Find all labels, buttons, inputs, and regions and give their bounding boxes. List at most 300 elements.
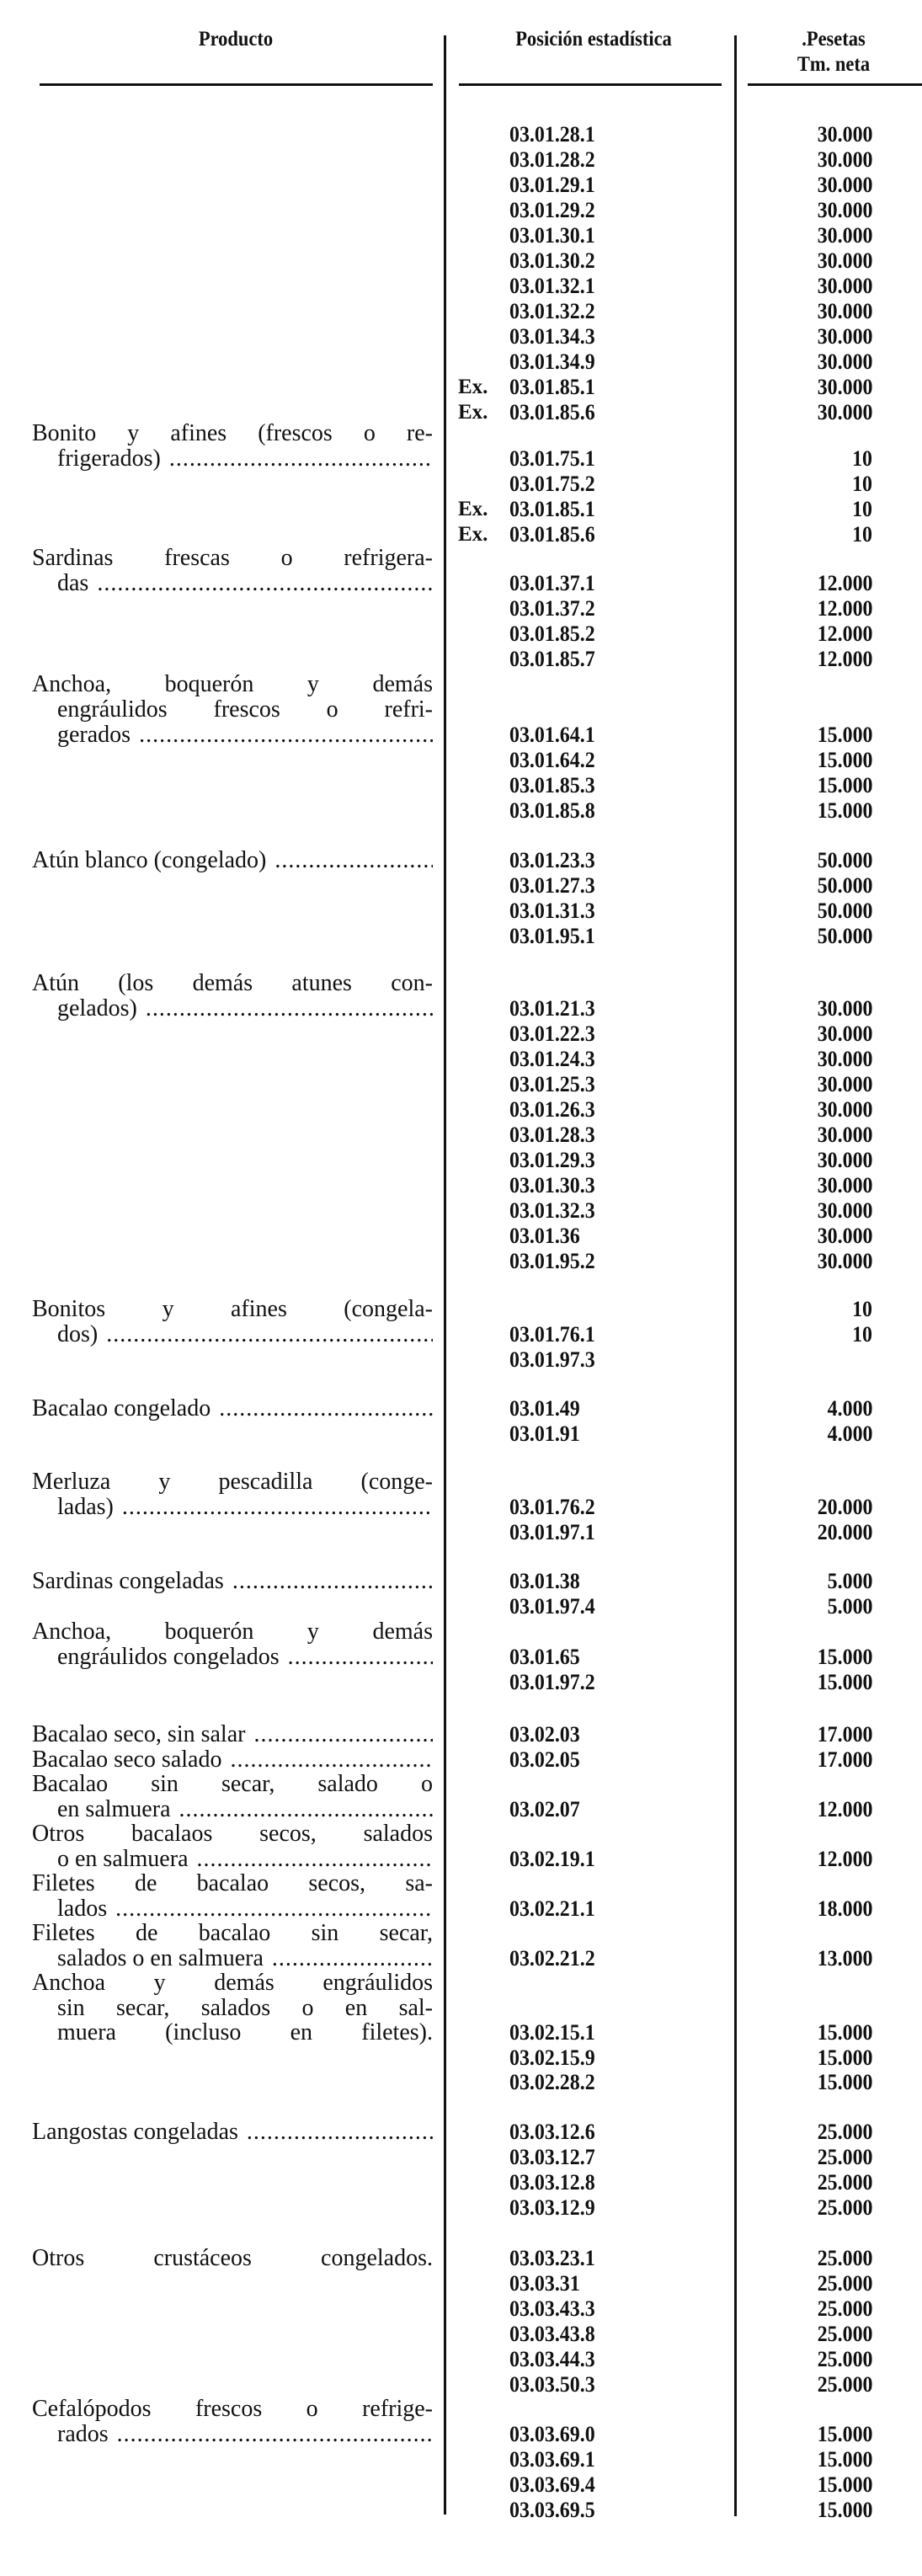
product-cell [57,1322,433,1347]
product-cell [32,1821,433,1847]
pesetas-value: 15.000 [817,798,872,823]
table-row [0,1722,922,1747]
table-row [0,472,922,497]
product-label: Atún blanco (congelado) [32,848,267,873]
header-producto: Producto [198,28,274,51]
statistical-position: 03.02.21.2 [509,1945,595,1971]
dot-leader [247,2120,433,2145]
statistical-position: 03.02.07 [509,1796,580,1821]
statistical-position: 03.03.43.3 [509,2296,595,2321]
product-group [0,971,922,1274]
product-label: dos) [57,1322,99,1347]
pesetas-value: 25.000 [817,2347,872,2371]
dot-leader [274,848,433,873]
statistical-position: 03.01.91 [509,1421,580,1446]
table-row [0,1021,922,1047]
product-cell [32,672,433,697]
table-row [0,1495,922,1520]
product-label: Anchoa y demás engráulidos [32,1971,433,1996]
table-row [0,1569,922,1594]
table-row [0,1198,922,1224]
product-group [0,2246,922,2397]
product-label: Anchoa, boquerón y demás [32,1619,433,1645]
dot-leader [232,1569,433,1594]
statistical-position: 03.02.05 [509,1747,580,1772]
pesetas-value: 15.000 [817,2045,872,2070]
pesetas-value: 30.000 [817,324,872,349]
product-label: sin secar, salados o en sal- [57,1995,433,2021]
table-row [0,446,922,472]
pesetas-value: 10 [852,446,872,471]
product-label: engráulidos frescos o refri- [57,697,433,723]
product-label: Otros crustáceos congelados. [32,2246,433,2271]
statistical-position: 03.01.75.2 [509,472,595,496]
product-label: Otros bacalaos secos, salados [32,1821,433,1847]
product-group [0,1569,922,1619]
product-label: Bonitos y afines (congela- [32,1297,433,1322]
table-row [0,1297,922,1322]
statistical-position: 03.01.26.3 [509,1097,595,1122]
table-row [0,924,922,949]
table-row [0,571,922,596]
pesetas-value: 12.000 [817,621,872,646]
statistical-position: 03.01.36 [509,1224,580,1248]
header-rule-producto [40,83,433,86]
statistical-position: 03.01.76.2 [509,1495,595,1519]
product-label: muera (incluso en filetes). [57,2020,433,2045]
table-row [0,773,922,798]
product-cell [57,1495,433,1520]
pesetas-value: 30.000 [817,996,872,1021]
table-row [0,299,922,324]
pesetas-value: 10 [852,522,872,547]
statistical-position: 03.01.29.2 [509,198,595,222]
table-row [0,1747,922,1773]
product-group [0,1722,922,2095]
table-row [0,1322,922,1347]
statistical-position: 03.01.30.1 [509,223,595,248]
table-row [0,1971,922,1996]
table-row [0,147,922,173]
pesetas-value: 12.000 [817,596,872,621]
product-label: Bacalao congelado [32,1396,211,1421]
table-row [0,497,922,522]
statistical-position: 03.03.50.3 [509,2372,595,2397]
statistical-position: 03.01.30.3 [509,1173,595,1197]
table-row [0,1996,922,2021]
table-row [0,971,922,996]
table-row [0,173,922,198]
statistical-position: 03.01.97.4 [509,1594,595,1619]
pesetas-value: 15.000 [817,723,872,747]
product-cell [32,421,433,446]
pesetas-value: 25.000 [817,2296,872,2321]
statistical-position: 03.01.29.3 [509,1148,595,1172]
table-row [0,1772,922,1797]
statistical-position: 03.03.12.8 [509,2170,595,2195]
product-label: Bacalao sin secar, salado o [32,1772,433,1797]
pesetas-value: 30.000 [817,1072,872,1096]
pesetas-value: 30.000 [817,1198,872,1223]
table-row [0,848,922,873]
table-row [0,1347,922,1373]
statistical-position: 03.01.22.3 [509,1021,595,1046]
pesetas-value: 50.000 [817,848,872,872]
product-cell [32,1469,433,1495]
product-cell [32,1569,433,1594]
product-label: engráulidos congelados [57,1645,280,1670]
product-label: ladas) [57,1495,114,1520]
statistical-position: 03.01.85.7 [509,647,595,671]
pesetas-value: 30.000 [817,375,872,399]
table-row [0,1645,922,1670]
table-row [0,723,922,748]
statistical-position: 03.03.69.0 [509,2422,595,2446]
statistical-position: 03.01.95.1 [509,924,595,948]
dot-leader [197,1847,434,1872]
table-row [0,647,922,672]
statistical-position: 03.01.85.1 [509,497,595,521]
pesetas-value: 13.000 [817,1945,872,1971]
pesetas-value: 30.000 [817,1249,872,1273]
statistical-position: 03.01.28.3 [509,1123,595,1147]
table-row [0,2472,922,2498]
product-label: gelados) [57,996,137,1021]
product-cell [32,1971,433,1996]
table-row [0,2070,922,2095]
pesetas-value: 12.000 [817,1796,872,1821]
pesetas-value: 30.000 [817,1123,872,1147]
product-cell [32,546,433,571]
pesetas-value: 25.000 [817,2246,872,2270]
product-label: lados [57,1896,108,1922]
dot-leader [115,1896,433,1922]
pesetas-value: 12.000 [817,647,872,671]
table-row [0,748,922,773]
statistical-position: 03.01.85.6 [509,400,595,424]
statistical-position: 03.03.43.8 [509,2322,595,2346]
table-row [0,1821,922,1847]
dot-leader [288,1645,433,1670]
header-pesetas: .Pesetas [802,28,866,51]
statistical-position: 03.03.12.9 [509,2195,595,2220]
table-row [0,1797,922,1822]
table-row [0,2195,922,2221]
pesetas-value: 5.000 [827,1594,872,1619]
table-row [0,1097,922,1123]
table-row [0,697,922,723]
table-row [0,1123,922,1148]
product-group [0,2120,922,2221]
product-label: Sardinas congeladas [32,1569,224,1594]
pesetas-value: 25.000 [817,2170,872,2195]
pesetas-value: 25.000 [817,2195,872,2220]
statistical-position: 03.03.69.5 [509,2498,595,2522]
product-group [0,1619,922,1695]
pesetas-value: 25.000 [817,2145,872,2169]
statistical-position: 03.01.85.8 [509,798,595,823]
pesetas-value: 4.000 [827,1396,872,1421]
dot-leader [146,996,433,1021]
statistical-position: 03.01.27.3 [509,873,595,898]
table-row [0,122,922,147]
product-cell [32,2397,433,2422]
statistical-position: 03.01.97.1 [509,1520,595,1544]
statistical-position: 03.02.03 [509,1722,580,1747]
statistical-position: 03.03.31 [509,2271,580,2296]
pesetas-value: 30.000 [817,1047,872,1071]
table-row [0,2498,922,2523]
table-row [0,223,922,248]
statistical-position: 03.01.85.2 [509,621,595,646]
dot-leader [179,1797,434,1822]
pesetas-value: 30.000 [817,299,872,323]
ex-prefix: Ex. [458,523,488,546]
pesetas-value: 30.000 [817,349,872,374]
table-row [0,899,922,924]
statistical-position: 03.01.34.9 [509,349,595,374]
pesetas-value: 30.000 [817,1173,872,1197]
pesetas-value: 30.000 [817,1148,872,1172]
statistical-position: 03.02.28.2 [509,2070,595,2094]
statistical-position: 03.03.12.7 [509,2145,595,2169]
ex-prefix: Ex. [458,376,488,398]
product-cell [57,446,433,472]
table-row [0,1896,922,1922]
pesetas-value: 25.000 [817,2322,872,2346]
table-row [0,1594,922,1619]
product-group [0,421,922,547]
table-row [0,2397,922,2422]
table-row [0,1619,922,1645]
statistical-position: 03.03.69.1 [509,2447,595,2472]
table-row [0,546,922,571]
statistical-position: 03.02.19.1 [509,1846,595,1871]
pesetas-value: 30.000 [817,1097,872,1122]
pesetas-value: 30.000 [817,248,872,273]
product-cell [57,571,433,596]
pesetas-value: 15.000 [817,2447,872,2472]
table-row [0,1946,922,1971]
table-row [0,421,922,446]
product-label: Bacalao seco, sin salar [32,1722,246,1747]
statistical-position: 03.02.15.9 [509,2045,595,2070]
product-label: Sardinas frescas o refrigera- [32,546,433,571]
pesetas-value: 30.000 [817,147,872,172]
table-row [0,324,922,349]
table-row [0,2246,922,2271]
statistical-position: 03.01.32.3 [509,1198,595,1223]
table-row [0,2045,922,2071]
statistical-position: 03.01.37.2 [509,596,595,621]
product-group [0,546,922,672]
product-cell [57,697,433,723]
table-row [0,2322,922,2347]
table-row [0,1421,922,1447]
product-cell [32,1619,433,1645]
product-label: Merluza y pescadilla (conge- [32,1469,433,1495]
statistical-position: 03.01.64.1 [509,723,595,747]
pesetas-value: 15.000 [817,748,872,772]
statistical-position: 03.01.24.3 [509,1047,595,1071]
pesetas-value: 25.000 [817,2271,872,2296]
table-row [0,198,922,223]
pesetas-value: 15.000 [817,2020,872,2045]
ex-prefix: Ex. [458,401,488,424]
table-row [0,798,922,824]
product-cell [57,1645,433,1670]
product-cell [32,1722,433,1747]
pesetas-value: 15.000 [817,1670,872,1694]
product-group [0,1297,922,1373]
product-cell [57,2422,433,2447]
product-label: Anchoa, boquerón y demás [32,672,433,697]
product-label: Cefalópodos frescos o refrige- [32,2397,433,2422]
statistical-position: 03.02.15.1 [509,2020,595,2045]
product-label: Filetes de bacalao secos, sa- [32,1871,433,1896]
dot-leader [139,723,433,748]
product-cell [57,1847,433,1872]
table-row [0,996,922,1021]
table-row [0,2296,922,2322]
product-cell [32,1772,433,1797]
pesetas-value: 15.000 [817,2498,872,2522]
pesetas-value: 12.000 [817,571,872,595]
table-row [0,1921,922,1946]
pesetas-value: 50.000 [817,899,872,923]
product-label: Bacalao seco salado [32,1747,222,1773]
pesetas-value: 5.000 [827,1569,872,1593]
product-cell [57,996,433,1021]
statistical-position: 03.01.21.3 [509,996,595,1021]
statistical-position: 03.03.69.4 [509,2472,595,2497]
product-label: salados o en salmuera [57,1945,264,1971]
pesetas-value: 50.000 [817,873,872,898]
statistical-position: 03.01.23.3 [509,848,595,872]
table-row [0,1520,922,1545]
dot-leader [169,446,433,472]
dot-leader [272,1946,433,1971]
table-row [0,1670,922,1695]
product-label: das [57,571,89,596]
header-rule-posicion [459,83,722,86]
product-label: o en salmuera [57,1846,189,1872]
pesetas-value: 25.000 [817,2120,872,2144]
product-label: frigerados) [57,446,161,472]
header-tm-neta: Tm. neta [797,53,871,76]
statistical-position: 03.01.28.1 [509,122,595,147]
statistical-position: 03.01.85.3 [509,773,595,797]
product-cell [32,2120,433,2145]
statistical-position: 03.01.32.2 [509,299,595,323]
pesetas-value: 30.000 [817,173,872,197]
table-row [0,1847,922,1872]
statistical-position: 03.01.37.1 [509,571,595,595]
table-row [0,1224,922,1249]
table-row [0,274,922,299]
table-row [0,1249,922,1274]
product-group [0,672,922,824]
pesetas-value: 17.000 [817,1747,872,1772]
table-row [0,1148,922,1173]
statistical-position: 03.01.34.3 [509,324,595,349]
product-label: Atún (los demás atunes con- [32,971,433,996]
table-row [0,2145,922,2170]
pesetas-value: 18.000 [817,1896,872,1921]
pesetas-value: 20.000 [817,1520,872,1544]
statistical-position: 03.02.21.1 [509,1896,595,1921]
pesetas-value: 30.000 [817,1021,872,1046]
statistical-position: 03.01.31.3 [509,899,595,923]
table-row [0,2422,922,2447]
product-group [0,1469,922,1545]
dot-leader [253,1722,433,1747]
product-label: en salmuera [57,1796,171,1822]
table-row [0,1396,922,1421]
table-row [0,375,922,400]
statistical-position: 03.01.75.1 [509,446,595,471]
statistical-position: 03.01.65 [509,1645,580,1669]
statistical-position: 03.01.95.2 [509,1249,595,1273]
product-group [0,122,922,425]
product-cell [32,1871,433,1896]
product-label: Langostas congeladas [32,2120,238,2145]
header-posicion-estadistica: Posición estadística [515,28,672,51]
pesetas-value: 10 [852,497,872,521]
statistical-position: 03.01.97.3 [509,1347,595,1372]
dot-leader [219,1396,433,1421]
table-row [0,2271,922,2296]
pesetas-value: 30.000 [817,400,872,424]
pesetas-value: 10 [852,1297,872,1321]
pesetas-value: 15.000 [817,2422,872,2446]
pesetas-value: 4.000 [827,1421,872,1446]
table-row [0,1072,922,1097]
table-row [0,1871,922,1896]
statistical-position: 03.01.85.6 [509,522,595,547]
header-rule-pesetas [748,83,922,86]
table-row [0,349,922,375]
statistical-position: 03.01.64.2 [509,748,595,772]
pesetas-value: 30.000 [817,122,872,147]
product-cell [32,1747,433,1773]
statistical-position: 03.01.25.3 [509,1072,595,1096]
statistical-position: 03.01.85.1 [509,375,595,399]
dot-leader [230,1747,433,1773]
statistical-position: 03.01.28.2 [509,147,595,172]
pesetas-value: 30.000 [817,274,872,298]
pesetas-value: 15.000 [817,2472,872,2497]
product-label: rados [57,2422,109,2447]
table-row [0,621,922,647]
table-row [0,2347,922,2372]
product-cell [57,1996,433,2021]
statistical-position: 03.03.23.1 [509,2246,595,2270]
product-cell [57,723,433,748]
product-cell [32,1396,433,1421]
product-label: gerados [57,723,131,748]
pesetas-value: 17.000 [817,1722,872,1747]
dot-leader [97,571,433,596]
statistical-position: 03.01.49 [509,1396,580,1421]
pesetas-value: 15.000 [817,2070,872,2094]
statistical-position: 03.01.76.1 [509,1322,595,1347]
table-row [0,2372,922,2397]
dot-leader [106,1322,433,1347]
pesetas-value: 50.000 [817,924,872,948]
product-group [0,2397,922,2523]
table-row [0,248,922,274]
